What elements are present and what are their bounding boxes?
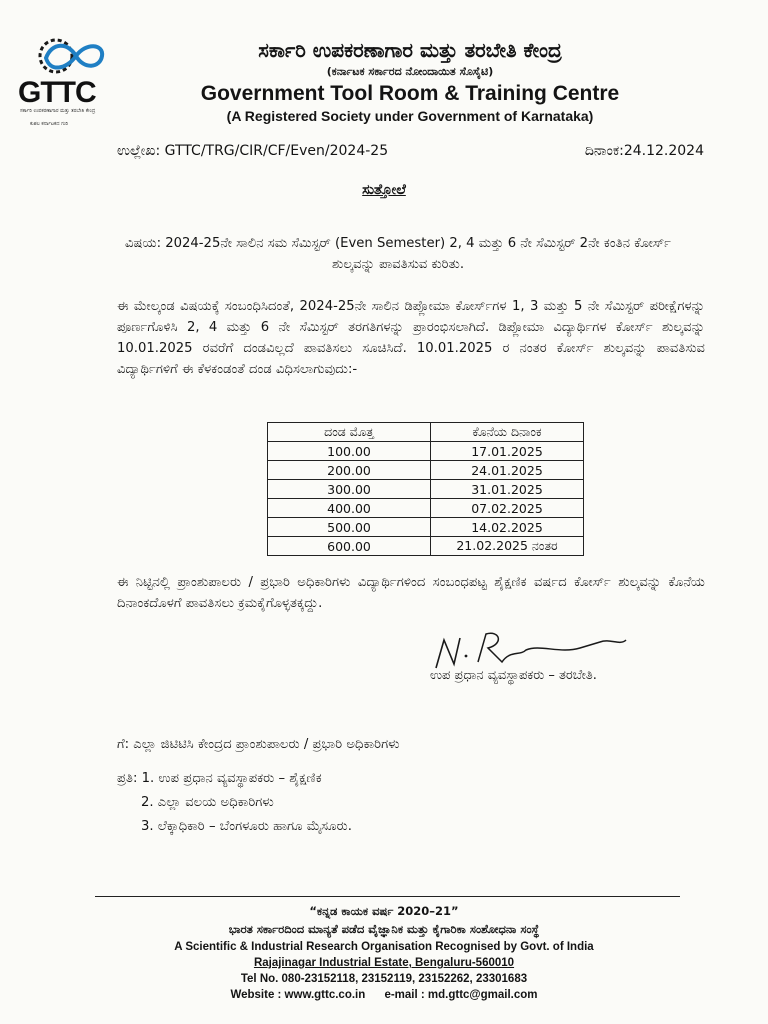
fine-amount-cell: 500.00: [268, 518, 431, 537]
footer-website: Website : www.gttc.co.in: [230, 989, 366, 1001]
logo-wordmark: GTTC: [18, 76, 96, 109]
table-row: [268, 442, 584, 461]
last-date-cell: 14.02.2025: [431, 518, 584, 537]
fine-amount-cell: 200.00: [268, 461, 431, 480]
footer-phone: Tel No. 080-23152118, 23152119, 23152262, 23301683: [240, 973, 528, 985]
copy-to-item: 2. ಎಲ್ಲಾ ವಲಯ ಅಧಿಕಾರಿಗಳು: [141, 795, 274, 810]
logo-motto: ಕುಶಲ ಕರ್ನಾಟಕದ ಗುರಿ: [30, 121, 69, 127]
column-header-last-date: ಕೊನೆಯ ದಿನಾಂಕ: [431, 423, 584, 442]
table-row: [268, 537, 584, 556]
table-row: [268, 518, 584, 537]
fine-amount-cell: 300.00: [268, 480, 431, 499]
subject-line: ವಿಷಯ: 2024-25ನೇ ಸಾಲಿನ ಸಮ ಸೆಮಿಸ್ಟರ್ (Even Semester) 2, 4 ಮತ್ತು 6 ನೇ ಸೆಮಿಸ್ಟರ್ 2ನೇ ಕಂತಿನ ಕೋರ್ಸ್ ಶುಲ್ಕವನ್ನು ಪಾವತಿಸುವ ಕುರಿತು.: [125, 236, 671, 272]
footer-contact: [0, 989, 768, 1001]
circular-date: ದಿನಾಂಕ:24.12.2024: [584, 143, 704, 159]
signature-scribble: N. Ra: [430, 620, 433, 621]
table-row: [268, 480, 584, 499]
column-header-fine-amount: ದಂಡ ಮೊತ್ತ: [268, 423, 431, 442]
last-date-cell: 21.02.2025 ನಂತರ: [431, 537, 584, 556]
addressee-line: ಗೆ: ಎಲ್ಲಾ ಜಿಟಿಟಿಸಿ ಕೇಂದ್ರದ ಪ್ರಾಂಶುಪಾಲರು / ಪ್ರಭಾರಿ ಅಧಿಕಾರಿಗಳು: [117, 737, 400, 752]
footer-divider: [95, 896, 680, 897]
gear-infinity-icon: [40, 40, 102, 72]
footer-recognition-kannada: ಭಾರತ ಸರ್ಕಾರದಿಂದ ಮಾನ್ಯತೆ ಪಡೆದ ವೈಜ್ಞಾನಿಕ ಮತ್ತು ಕೈಗಾರಿಕಾ ಸಂಶೋಧನಾ ಸಂಸ್ಥೆ: [228, 922, 540, 936]
signatory-designation: ಉಪ ಪ್ರಧಾನ ವ್ಯವಸ್ಥಾಪಕರು – ತರಬೇತಿ.: [430, 668, 597, 683]
copy-to-item: ಪ್ರತಿ: 1. ಉಪ ಪ್ರಧಾನ ವ್ಯವಸ್ಥಾಪಕರು – ಶೈಕ್ಷಣಿಕ: [117, 771, 322, 786]
logo-tagline: ಸರ್ಕಾರಿ ಉಪಕರಣಾಗಾರ ಮತ್ತು ತರಬೇತಿ ಕೇಂದ್ರ: [20, 108, 96, 114]
fine-amount-cell: 400.00: [268, 499, 431, 518]
letterhead-subtitle-kannada: (ಕರ್ನಾಟಕ ಸರ್ಕಾರದ ನೋಂದಾಯಿತ ಸೊಸೈಟಿ): [326, 65, 494, 78]
letterhead-subtitle-english: (A Registered Society under Government of Karnataka): [226, 108, 594, 124]
reference-number: ಉಲ್ಲೇಖ: GTTC/TRG/CIR/CF/Even/2024-25: [117, 143, 389, 159]
last-date-cell: 31.01.2025: [431, 480, 584, 499]
fine-amount-cell: 600.00: [268, 537, 431, 556]
letterhead-title-english: Government Tool Room & Training Centre: [200, 82, 620, 105]
fine-amount-cell: 100.00: [268, 442, 431, 461]
copy-to-item: 3. ಲೆಕ್ಕಾಧಿಕಾರಿ – ಬೆಂಗಳೂರು ಹಾಗೂ ಮೈಸೂರು.: [141, 819, 352, 834]
footer-address: Rajajinagar Industrial Estate, Bengaluru-560010: [253, 957, 515, 969]
footer-recognition-english: A Scientific & Industrial Research Organisation Recognised by Govt. of India: [174, 941, 594, 953]
last-date-cell: 17.01.2025: [431, 442, 584, 461]
last-date-cell: 07.02.2025: [431, 499, 584, 518]
circular-title-text: ಸುತ್ತೋಲೆ: [362, 182, 406, 198]
footer-email: e-mail : md.gttc@gmail.com: [384, 989, 538, 1001]
footer-slogan: “ಕನ್ನಡ ಕಾಯಕ ವರ್ಷ 2020–21”: [309, 904, 459, 918]
body-paragraph-2: ಈ ನಿಟ್ಟಿನಲ್ಲಿ ಪ್ರಾಂಶುಪಾಲರು / ಪ್ರಭಾರಿ ಅಧಿಕಾರಿಗಳು ವಿದ್ಯಾರ್ಥಿಗಳಿಂದ ಸಂಬಂಧಪಟ್ಟ ಶೈಕ್ಷಣಿಕ ವರ್ಷದ ಕೋರ್ಸ್ ಶುಲ್ಕವನ್ನು ಕೊನೆಯ ದಿನಾಂಕದೊಳಗೆ ಪಾವತಿಸಲು ಕ್ರಮಕೈಗೊಳ್ಳತಕ್ಕದ್ದು.: [117, 575, 705, 611]
table-row: [268, 499, 584, 518]
table-header-row: [268, 423, 584, 442]
circular-title: [0, 182, 768, 198]
last-date-cell: 24.01.2025: [431, 461, 584, 480]
table-row: [268, 461, 584, 480]
fine-schedule-table: [267, 422, 584, 556]
letterhead-title-kannada: ಸರ್ಕಾರಿ ಉಪಕರಣಾಗಾರ ಮತ್ತು ತರಬೇತಿ ಕೇಂದ್ರ: [258, 38, 562, 62]
body-paragraph-1: ಈ ಮೇಲ್ಕಂಡ ವಿಷಯಕ್ಕೆ ಸಂಬಂಧಿಸಿದಂತೆ, 2024-25ನೇ ಸಾಲಿನ ಡಿಪ್ಲೋಮಾ ಕೋರ್ಸ್‌ಗಳ 1, 3 ಮತ್ತು 5 ನೇ ಸೆಮಿಸ್ಟರ್ ಪರೀಕ್ಷೆಗಳನ್ನು ಪೂರ್ಣಗೊಳಿಸಿ 2, 4 ಮತ್ತು 6 ನೇ ಸೆಮಿಸ್ಟರ್ ತರಗತಿಗಳನ್ನು ಪ್ರಾರಂಭಿಸಲಾಗಿದೆ. ಡಿಪ್ಲೋಮಾ ವಿದ್ಯಾರ್ಥಿಗಳ ಕೋರ್ಸ್ ಶುಲ್ಕವನ್ನು 10.01.2025 ರವರೆಗೆ ದಂಡವಿಲ್ಲದೆ ಪಾವತಿಸಲು ಸೂಚಿಸಿದೆ. 10.01.2025 ರ ನಂತರ ಕೋರ್ಸ್ ಶುಲ್ಕವನ್ನು ಪಾವತಿಸುವ ವಿದ್ಯಾರ್ಥಿಗಳಿಗೆ ಈ ಕೆಳಕಂಡಂತೆ ದಂಡ ವಿಧಿಸಲಾಗುವುದು:-: [117, 299, 705, 377]
